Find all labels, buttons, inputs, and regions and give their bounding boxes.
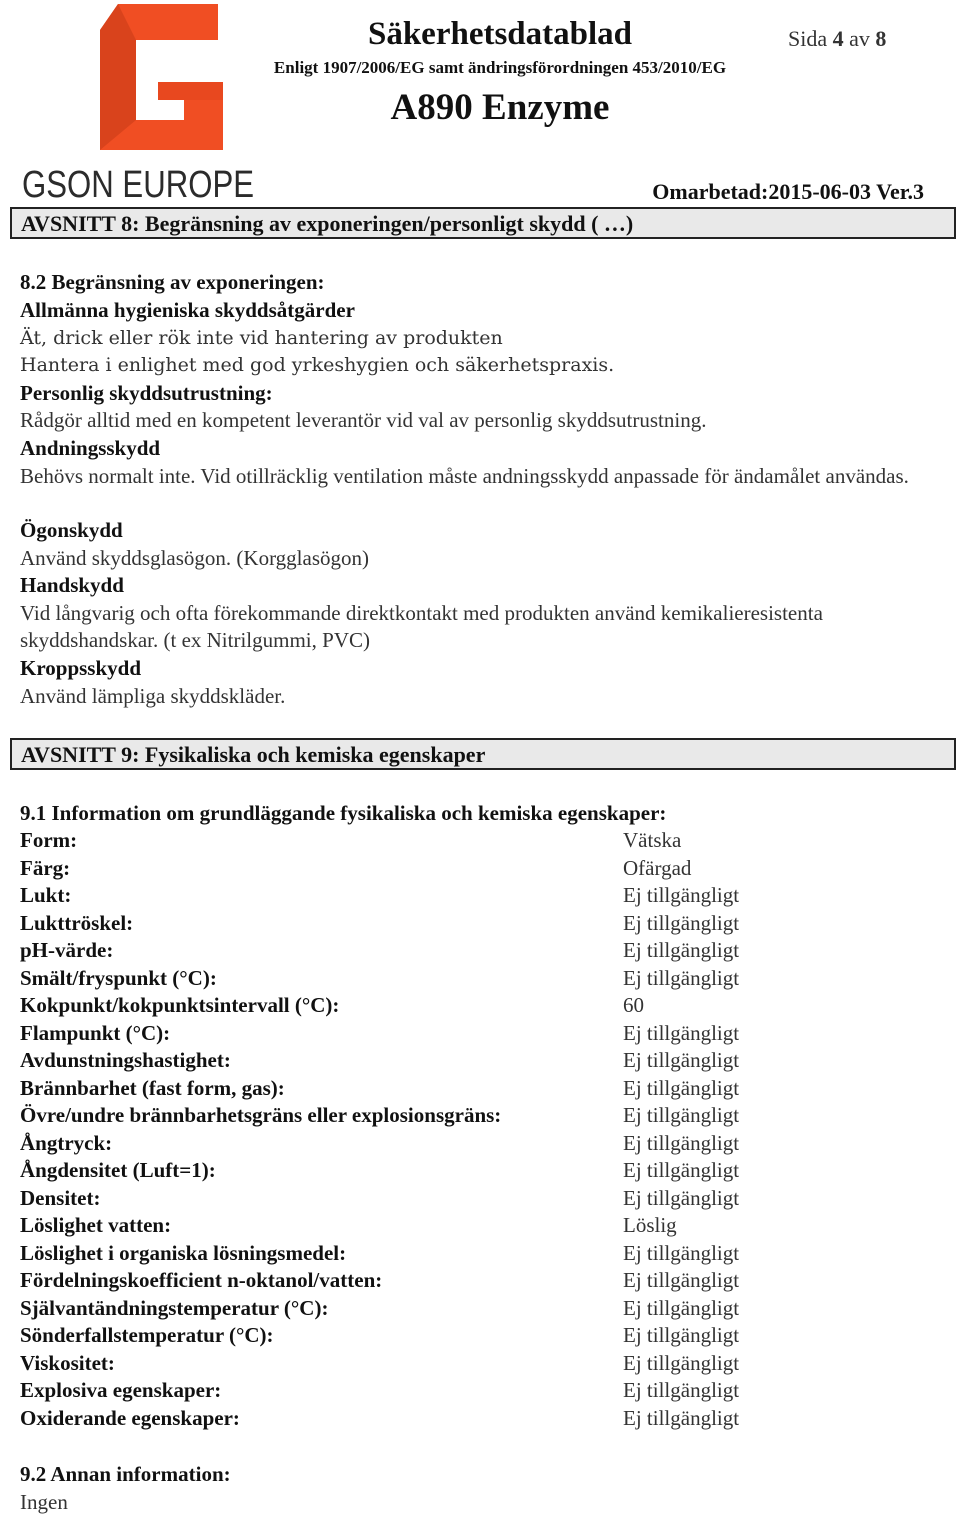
- hand-heading: Handskydd: [20, 573, 124, 597]
- property-label: Explosiva egenskaper:: [20, 1378, 222, 1402]
- page-number: Sida 4 av 8: [788, 26, 887, 51]
- property-value: Ej tillgängligt: [623, 1323, 740, 1347]
- property-value: Ej tillgängligt: [623, 1241, 740, 1265]
- property-label: Form:: [20, 828, 78, 852]
- property-label: Löslighet vatten:: [20, 1213, 172, 1237]
- property-value: Ej tillgängligt: [623, 1351, 740, 1375]
- body-text: Använd lämpliga skyddskläder.: [20, 684, 286, 708]
- property-value: Löslig: [623, 1213, 677, 1237]
- property-value: Ej tillgängligt: [623, 1131, 740, 1155]
- property-value: Ej tillgängligt: [623, 966, 740, 990]
- document-title: Säkerhetsdatablad: [367, 16, 633, 52]
- property-value: Ej tillgängligt: [623, 1296, 740, 1320]
- eye-heading: Ögonskydd: [20, 518, 123, 542]
- hand-text: Vid långvarig och ofta förekommande direktkontakt med produkten använd kemikalieresistenta skyddshandskar. (t ex Nitrilgummi, PVC): [20, 601, 823, 652]
- property-label: Densitet:: [20, 1186, 101, 1210]
- property-label: Smält/fryspunkt (°C):: [20, 966, 217, 990]
- property-value: Ej tillgängligt: [623, 938, 740, 962]
- property-label: Sönderfallstemperatur (°C):: [20, 1323, 274, 1347]
- property-label: Fördelningskoefficient n-oktanol/vatten:: [20, 1268, 383, 1292]
- property-value: Ej tillgängligt: [623, 1048, 740, 1072]
- property-value: Ej tillgängligt: [623, 1268, 740, 1292]
- eye-text: Använd skyddsglasögon. (Korgglasögon): [20, 546, 370, 570]
- property-label: Löslighet i organiska lösningsmedel:: [20, 1241, 347, 1265]
- property-value: Ej tillgängligt: [623, 911, 740, 935]
- property-label: Avdunstningshastighet:: [20, 1048, 231, 1072]
- respiratory-text: Behövs normalt inte. Vid otillräcklig ventilation måste andningsskydd anpassade för ändamålet användas.: [20, 464, 909, 488]
- regulation-line: Enligt 1907/2006/EG samt ändringsförordningen 453/2010/EG: [273, 58, 727, 77]
- property-label: Lukttröskel:: [20, 911, 134, 935]
- property-label: Självantändningstemperatur (°C):: [20, 1296, 329, 1320]
- section-9-1-heading: 9.1 Information om grundläggande fysikaliska och kemiska egenskaper:: [20, 801, 667, 825]
- property-label: Kokpunkt/kokpunktsintervall (°C):: [20, 993, 340, 1017]
- revision-date: Omarbetad:2015-06-03 Ver.3: [652, 179, 924, 204]
- section-8-2-heading: 8.2 Begränsning av exponeringen:: [20, 270, 325, 294]
- hygiene-line-2: Hantera i enlighet med god yrkeshygien och säkerhetspraxis.: [20, 354, 615, 376]
- property-label: Lukt:: [20, 883, 72, 907]
- property-value: Ofärgad: [623, 856, 692, 880]
- property-value: Vätska: [623, 828, 682, 852]
- ppe-heading: Personlig skyddsutrustning:: [20, 381, 273, 405]
- section-9-heading: AVSNITT 9: Fysikaliska och kemiska egenskaper: [10, 738, 956, 770]
- property-value: Ej tillgängligt: [623, 1076, 740, 1100]
- hygiene-heading: Allmänna hygieniska skyddsåtgärder: [20, 298, 355, 322]
- property-label: pH-värde:: [20, 938, 114, 962]
- property-value: Ej tillgängligt: [623, 1186, 740, 1210]
- ppe-text: Rådgör alltid med en kompetent leverantör vid val av personlig skyddsutrustning.: [20, 408, 707, 432]
- section-9-2-heading: 9.2 Annan information:: [20, 1462, 231, 1486]
- property-label: Flampunkt (°C):: [20, 1021, 171, 1045]
- property-label: Övre/undre brännbarhetsgräns eller explosionsgräns:: [20, 1103, 502, 1127]
- property-value: 60: [623, 993, 644, 1017]
- property-value: Ej tillgängligt: [623, 1158, 740, 1182]
- hygiene-line-1: Ät, drick eller rök inte vid hantering av produkten: [20, 327, 503, 349]
- property-label: Färg:: [20, 856, 71, 880]
- section-8-heading: AVSNITT 8: Begränsning av exponeringen/personligt skydd ( …): [10, 207, 956, 239]
- property-value: Ej tillgängligt: [623, 883, 740, 907]
- property-value: Ej tillgängligt: [623, 1103, 740, 1127]
- property-label: Oxiderande egenskaper:: [20, 1406, 240, 1430]
- property-label: Ångdensitet (Luft=1):: [20, 1158, 216, 1182]
- property-label: Viskositet:: [20, 1351, 115, 1375]
- respiratory-heading: Andningsskydd: [20, 436, 161, 460]
- property-value: Ej tillgängligt: [623, 1406, 740, 1430]
- property-value: Ej tillgängligt: [623, 1021, 740, 1045]
- logo-text: GSON EUROPE: [22, 164, 255, 206]
- product-name: A890 Enzyme: [390, 87, 610, 128]
- property-label: Brännbarhet (fast form, gas):: [20, 1076, 285, 1100]
- body-heading: Kroppsskydd: [20, 656, 142, 680]
- property-label: Ångtryck:: [20, 1131, 113, 1155]
- other-info-text: Ingen: [20, 1490, 68, 1514]
- property-value: Ej tillgängligt: [623, 1378, 740, 1402]
